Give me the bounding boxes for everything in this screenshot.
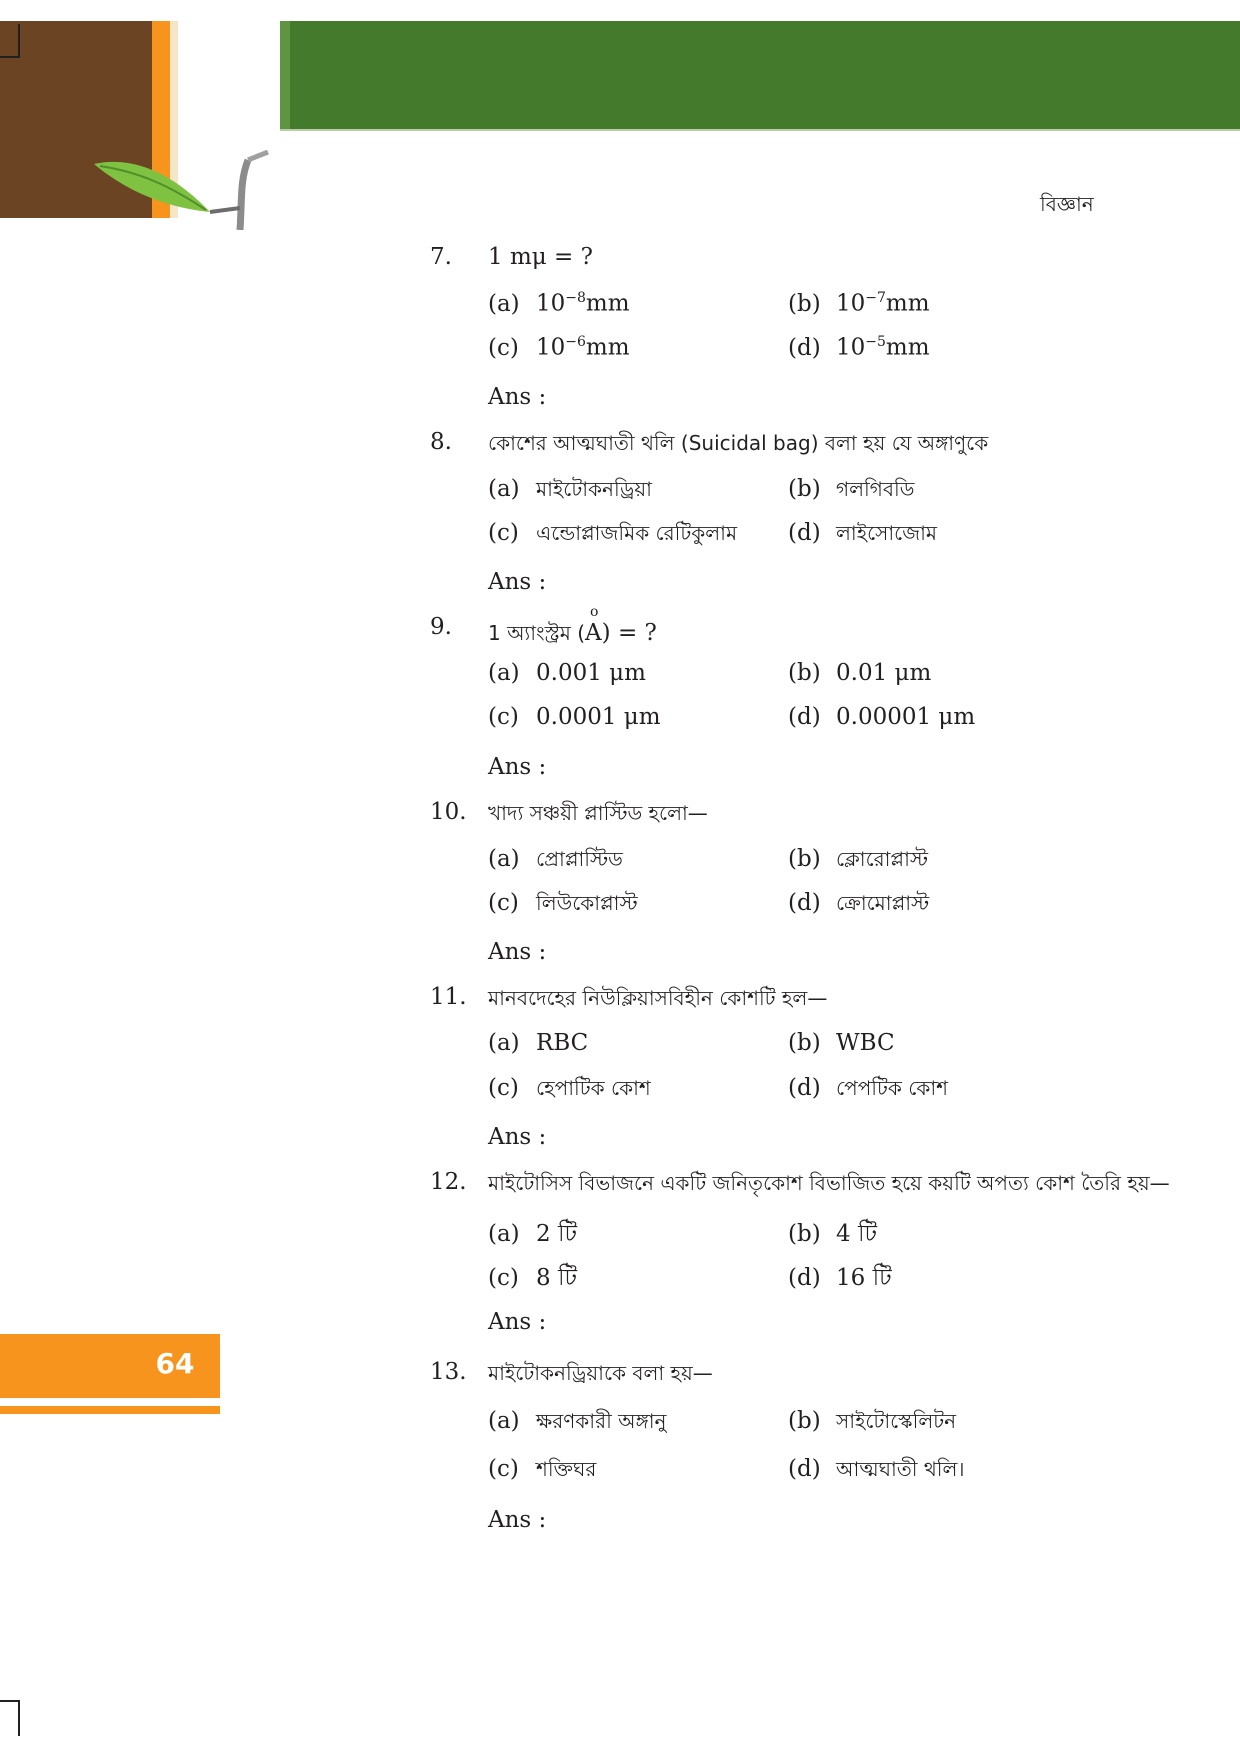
option-d — [788, 519, 937, 552]
option-label: (a) — [488, 660, 520, 686]
option-b — [788, 1030, 895, 1056]
question-number: 9. — [430, 614, 452, 640]
option-label: (b) — [788, 846, 821, 872]
option-exponent: −8 — [565, 290, 586, 306]
option-label: (c) — [488, 1075, 519, 1101]
option-exponent: −6 — [565, 334, 586, 350]
option-text: 0.01 μm — [836, 660, 932, 686]
option-text: RBC — [536, 1030, 589, 1056]
option-unit: mm — [885, 290, 930, 317]
option-label: (a) — [488, 1221, 520, 1247]
option-b — [788, 660, 931, 686]
option-mantissa: 10 — [836, 334, 866, 361]
option-c — [488, 704, 661, 730]
question-text: মাইটোসিস বিভাজনে একটি জনিতৃকোশ বিভাজিত হয়ে কয়টি অপত্য কোশ তৈরি হয়— — [488, 1171, 1170, 1195]
option-text: পেপটিক কোশ — [836, 1076, 948, 1100]
option-mantissa: 10 — [836, 290, 866, 317]
option-text: 0.001 μm — [536, 660, 646, 686]
question-number: 11. — [430, 984, 467, 1010]
option-label: (d) — [788, 890, 821, 916]
option-d — [788, 334, 930, 361]
option-unit: mm — [885, 334, 930, 361]
question-text — [488, 604, 657, 652]
answer-label: Ans : — [488, 569, 547, 595]
angstrom-symbol: A — [585, 620, 602, 646]
option-text: হেপাটিক কোশ — [536, 1076, 651, 1100]
option-label: (d) — [788, 1456, 821, 1482]
answer-label: Ans : — [488, 1507, 547, 1533]
option-label: (c) — [488, 334, 519, 361]
question-number: 7. — [430, 244, 452, 270]
option-a — [488, 475, 652, 508]
option-b — [788, 1407, 956, 1440]
option-label: (b) — [788, 476, 821, 502]
answer-label: Ans : — [488, 1309, 547, 1335]
option-mantissa: 10 — [536, 290, 566, 317]
option-label: (a) — [488, 1408, 520, 1434]
option-label: (a) — [488, 290, 520, 317]
option-label: (d) — [788, 520, 821, 546]
option-label: (d) — [788, 334, 821, 361]
option-c — [488, 1259, 577, 1298]
header-green-underline — [280, 129, 1240, 131]
option-c — [488, 519, 737, 552]
option-text: আত্মঘাতী থলি। — [836, 1457, 965, 1481]
question-text: মানবদেহের নিউক্লিয়াসবিহীন কোশটি হল— — [488, 986, 828, 1010]
option-a — [488, 845, 623, 878]
question-text: 1 mμ = ? — [488, 244, 593, 270]
option-text: গলগিবডি — [836, 477, 915, 501]
option-b — [788, 845, 928, 878]
option-label: (b) — [788, 1408, 821, 1434]
answer-label: Ans : — [488, 939, 547, 965]
option-d — [788, 1259, 892, 1298]
option-label: (c) — [488, 520, 519, 546]
option-text: লাইসোজোম — [836, 521, 937, 545]
option-d — [788, 889, 929, 922]
option-a — [488, 1215, 577, 1254]
option-text: ক্রোমোপ্লাস্ট — [836, 891, 930, 915]
page-number-underline — [0, 1406, 220, 1414]
header-green-banner — [280, 21, 1240, 129]
option-label: (d) — [788, 1265, 821, 1291]
option-label: (c) — [488, 1456, 519, 1482]
option-text: 4 টি — [836, 1221, 878, 1247]
option-d — [788, 1074, 948, 1107]
question-text: মাইটোকনড্রিয়াকে বলা হয়— — [488, 1361, 713, 1385]
question-number: 13. — [430, 1359, 467, 1385]
option-unit: mm — [585, 334, 630, 361]
header-green-edge — [280, 21, 290, 129]
question-text-pre: 1 অ্যাংস্ট্রম ( — [488, 621, 586, 645]
option-text: 0.00001 μm — [836, 704, 976, 730]
option-text: শক্তিঘর — [536, 1457, 597, 1481]
option-c — [488, 334, 630, 361]
option-label: (b) — [788, 1221, 821, 1247]
option-d — [788, 1455, 965, 1488]
crop-mark-top — [18, 24, 20, 58]
option-label: (c) — [488, 704, 519, 730]
option-a — [488, 290, 630, 317]
question-text: খাদ্য সঞ্চয়ী প্লাস্টিড হলো— — [488, 801, 708, 825]
option-text: মাইটোকনড্রিয়া — [536, 477, 652, 501]
option-text: 16 টি — [836, 1265, 892, 1291]
option-b — [788, 290, 930, 317]
option-a — [488, 660, 646, 686]
subject-title: বিজ্ঞান — [1040, 192, 1094, 216]
option-text: ক্লোরোপ্লাস্ট — [836, 847, 929, 871]
question-text: কোশের আত্মঘাতী থলি (Suicidal bag) বলা হয় যে অঙ্গাণুকে — [488, 431, 989, 455]
option-label: (b) — [788, 290, 821, 317]
option-label: (c) — [488, 1265, 519, 1291]
option-c — [488, 889, 638, 922]
option-text: লিউকোপ্লাস্ট — [536, 891, 638, 915]
option-a — [488, 1030, 588, 1056]
option-b — [788, 475, 914, 508]
option-label: (b) — [788, 660, 821, 686]
option-text: WBC — [836, 1030, 895, 1056]
answer-label: Ans : — [488, 384, 547, 410]
option-label: (a) — [488, 846, 520, 872]
angstrom-ring: o — [590, 604, 599, 620]
option-exponent: −5 — [865, 334, 886, 350]
option-text: প্রোপ্লাস্টিড — [536, 847, 623, 871]
option-text: ক্ষরণকারী অঙ্গানু — [536, 1409, 667, 1433]
question-number: 10. — [430, 799, 467, 825]
sprout-icon — [90, 150, 270, 230]
question-number: 8. — [430, 429, 452, 455]
option-unit: mm — [585, 290, 630, 317]
option-label: (c) — [488, 890, 519, 916]
option-exponent: −7 — [865, 290, 886, 306]
option-text: 8 টি — [536, 1265, 578, 1291]
crop-mark-top-h — [0, 56, 18, 58]
question-number: 12. — [430, 1169, 467, 1195]
crop-mark-bottom — [18, 1700, 20, 1736]
question-text-post: ) = ? — [601, 620, 657, 646]
option-c — [488, 1455, 596, 1488]
option-label: (a) — [488, 476, 520, 502]
option-text: 2 টি — [536, 1221, 578, 1247]
option-text: এন্ডোপ্লাজমিক রেটিকুলাম — [536, 521, 738, 545]
page-number: 64 — [155, 1347, 195, 1380]
answer-label: Ans : — [488, 754, 547, 780]
option-c — [488, 1074, 651, 1107]
option-label: (a) — [488, 1030, 520, 1056]
option-a — [488, 1407, 667, 1440]
option-mantissa: 10 — [536, 334, 566, 361]
option-b — [788, 1215, 877, 1254]
option-label: (b) — [788, 1030, 821, 1056]
crop-mark-bottom-h — [0, 1700, 18, 1702]
option-label: (d) — [788, 704, 821, 730]
answer-label: Ans : — [488, 1124, 547, 1150]
option-text: সাইটোস্কেলিটন — [836, 1409, 957, 1433]
option-text: 0.0001 μm — [536, 704, 661, 730]
option-label: (d) — [788, 1075, 821, 1101]
option-d — [788, 704, 975, 730]
